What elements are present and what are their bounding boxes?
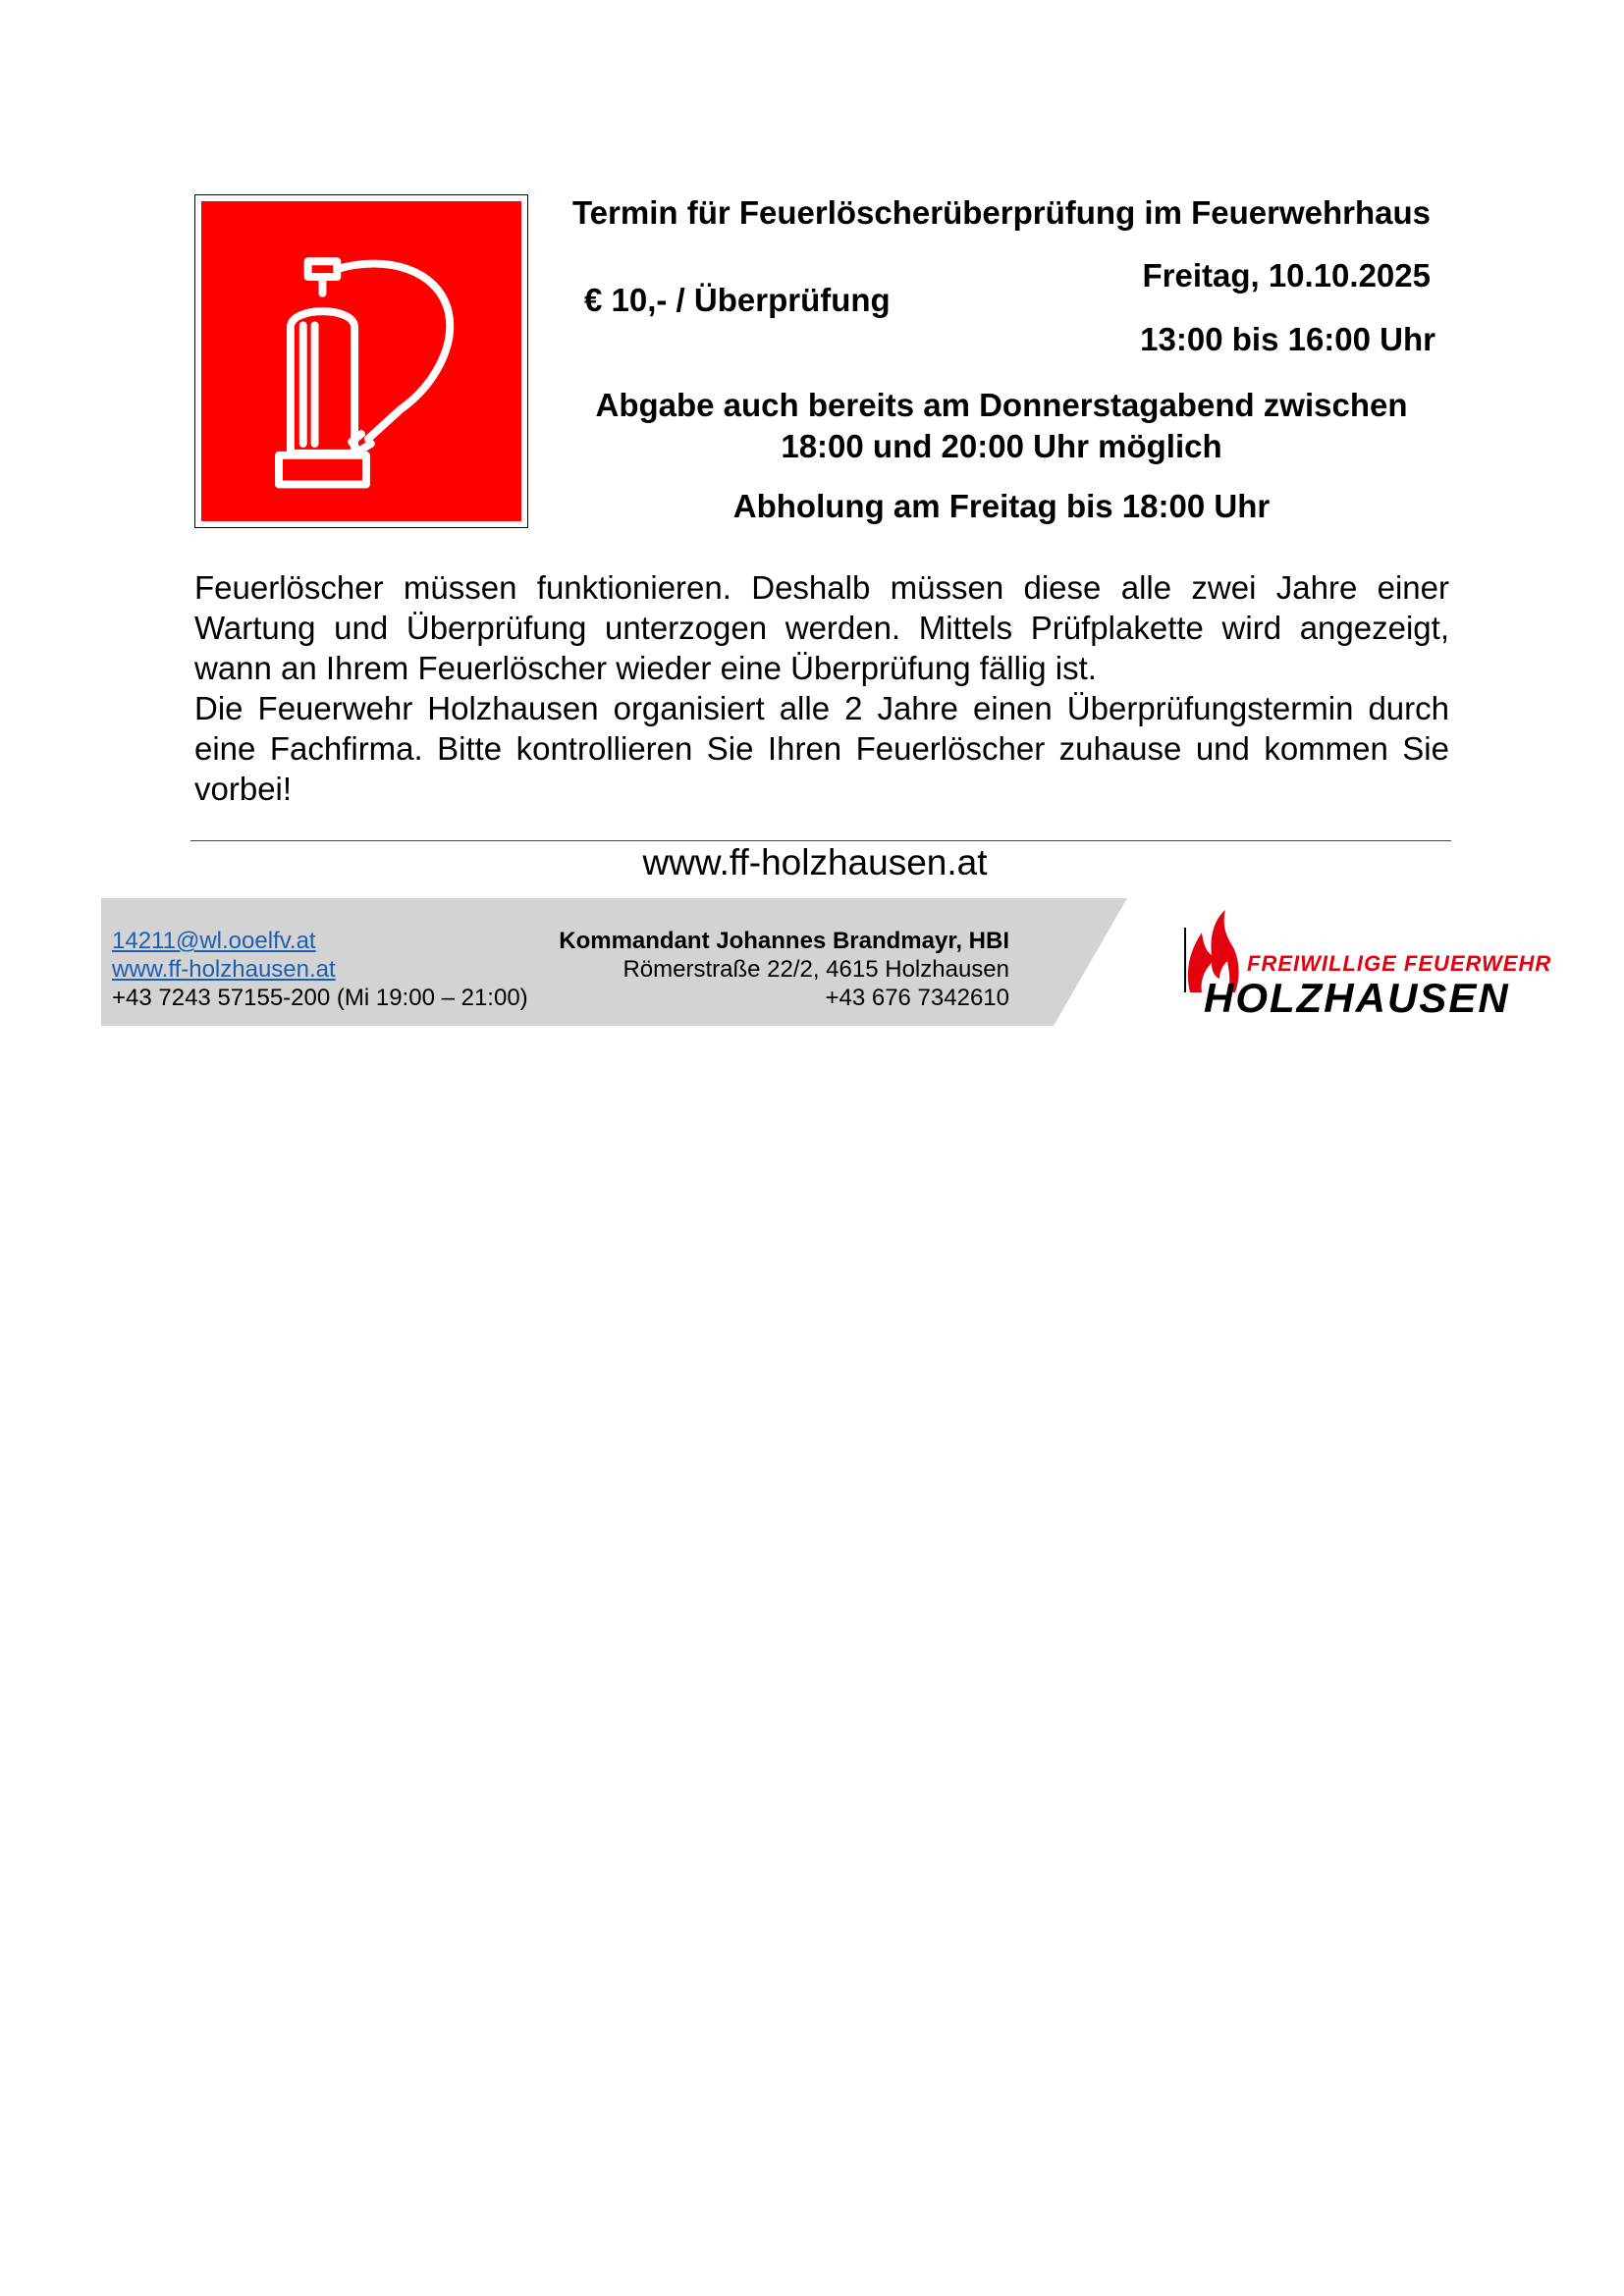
fire-extinguisher-icon: [201, 201, 521, 521]
commander-name: Kommandant Johannes Brandmayr, HBI: [559, 928, 1009, 954]
footer-web-link[interactable]: www.ff-holzhausen.at: [112, 956, 336, 983]
commander-address: Römerstraße 22/2, 4615 Holzhausen: [623, 956, 1009, 983]
logo-line-1: FREIWILLIGE FEUERWEHR: [1247, 951, 1552, 976]
body-text: [194, 567, 1449, 809]
drop-off-info: [550, 385, 1453, 467]
sign-background: [201, 201, 521, 521]
website-url[interactable]: www.ff-holzhausen.at: [642, 842, 988, 882]
event-date: Freitag, 10.10.2025: [1142, 257, 1431, 294]
fire-extinguisher-sign: [194, 194, 528, 528]
pickup-info: Abholung am Freitag bis 18:00 Uhr: [732, 488, 1271, 524]
logo-line-2: HOLZHAUSEN: [1204, 975, 1510, 1021]
body-paragraph-2: Die Feuerwehr Holzhausen organisiert alle 2 Jahre einen Überprüfungstermin durch eine Fachfirma. Bitte kontrollieren Sie Ihren Feuerlöscher zuhause und kommen Sie vorbei!: [194, 690, 1449, 807]
body-paragraph-1: Feuerlöscher müssen funktionieren. Deshalb müssen diese alle zwei Jahre einer Wartung und Überprüfung unterzogen werden. Mittels Prüfplakette wird angezeigt, wann an Ihrem Feuerlöscher wieder eine Überprüfung fällig ist.: [194, 569, 1449, 686]
footer-phone: +43 7243 57155-200 (Mi 19:00 – 21:00): [112, 985, 528, 1011]
price-label: € 10,- / Überprüfung: [584, 282, 891, 318]
footer-contact: [112, 927, 528, 1012]
divider-line: [190, 840, 1451, 841]
drop-off-line-2: 18:00 und 20:00 Uhr möglich: [781, 428, 1222, 464]
footer-email-link[interactable]: 14211@wl.ooelfv.at: [112, 928, 316, 954]
footer-commander: [559, 927, 1009, 1012]
commander-mobile: +43 676 7342610: [825, 985, 1009, 1011]
drop-off-line-1: Abgabe auch bereits am Donnerstagabend zwischen: [595, 387, 1408, 423]
ff-holzhausen-logo: [1178, 908, 1552, 1021]
notice-title: Termin für Feuerlöscherüberprüfung im Feuerwehrhaus: [571, 194, 1432, 231]
event-time: 13:00 bis 16:00 Uhr: [1140, 321, 1435, 357]
